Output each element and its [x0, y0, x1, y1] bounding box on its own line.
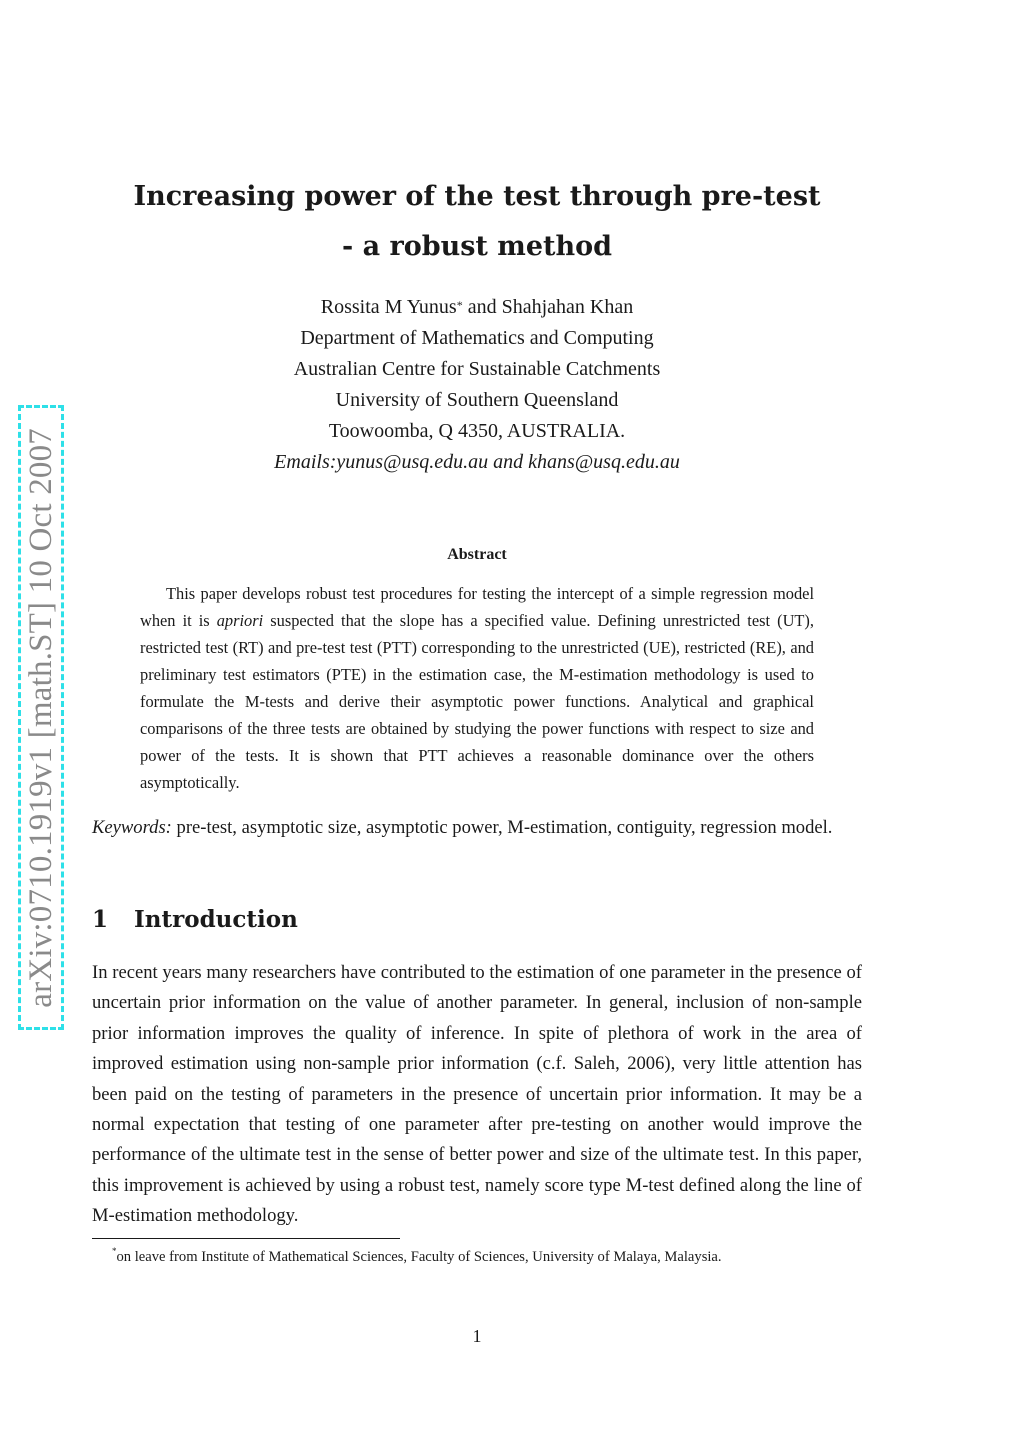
footnote-divider — [92, 1238, 400, 1239]
abstract-text-part-1: This paper develops robust test procedures for testing the intercept of a simple regression model when it is — [140, 584, 814, 630]
paper-title — [92, 172, 862, 272]
abstract-text — [140, 580, 814, 796]
keywords-text: pre-test, asymptotic size, asymptotic power, M-estimation, contiguity, regression model. — [171, 817, 833, 838]
introduction-paragraph: In recent years many researchers have contributed to the estimation of one parameter in the presence of uncertain prior information on the value of another parameter. In general, inclusion of non-sample prior information improves the quality of inference. In spite of plethora of work in the area of improved estimation using non-sample prior information (c.f. Saleh, 2006), very little attention has been paid on the testing of parameters in the presence of uncertain prior information. It may be a normal expectation that testing of one parameter after pre-testing on another would improve the performance of the ultimate test in the sense of better power and size of the ultimate test. In this paper, this improvement is achieved by using a robust test, namely score type M-test defined along the line of M-estimation methodology. — [92, 962, 862, 1227]
title-line-1: Increasing power of the test through pre-test — [133, 181, 821, 212]
author-centre: Australian Centre for Sustainable Catchments — [293, 358, 661, 380]
author-department: Department of Mathematics and Computing — [300, 327, 654, 349]
author-name-first: Rossita M Yunus — [320, 296, 457, 318]
author-university: University of Southern Queensland — [335, 389, 619, 411]
arxiv-stamp-text: arXiv:0710.1919v1 [math.ST] 10 Oct 2007 — [22, 427, 59, 1008]
section-title: Introduction — [134, 906, 298, 933]
abstract-text-part-2: suspected that the slope has a specified value. Defining unrestricted test (UT), restricted test (RT) and pre-test test (PTT) corresponding to the unrestricted (UE), restricted (RE), and preliminary test estimators (PTE) in the estimation case, the M-estimation methodology is used to formulate the M-tests and derive their asymptotic power functions. Analytical and graphical comparisons of the three tests are obtained by studying the power functions with respect to size and power of the tests. It is shown that PTT achieves a reasonable dominance over the others asymptotically. — [140, 611, 814, 792]
author-block — [92, 292, 862, 478]
author-location: Toowoomba, Q 4350, AUSTRALIA. — [328, 420, 626, 442]
footnote-mark: * — [112, 1246, 117, 1256]
abstract-italic-term: apriori — [216, 611, 264, 630]
footnote — [112, 1242, 872, 1267]
abstract-heading: Abstract — [447, 546, 507, 563]
keywords — [92, 812, 862, 843]
author-emails: Emails:yunus@usq.edu.au and khans@usq.edu.au — [274, 451, 680, 473]
keywords-label: Keywords: — [92, 817, 172, 838]
footnote-marker: * — [456, 298, 463, 312]
page-number: 1 — [472, 1326, 482, 1346]
section-number: 1 — [92, 906, 109, 933]
arxiv-stamp — [18, 405, 64, 1030]
author-name-rest: and Shahjahan Khan — [462, 296, 634, 318]
author-names — [92, 292, 862, 323]
section-heading-introduction — [92, 906, 298, 933]
footnote-text: on leave from Institute of Mathematical Sciences, Faculty of Sciences, University of Malaya, Malaysia. — [116, 1248, 722, 1265]
title-line-2: - a robust method — [341, 231, 613, 262]
